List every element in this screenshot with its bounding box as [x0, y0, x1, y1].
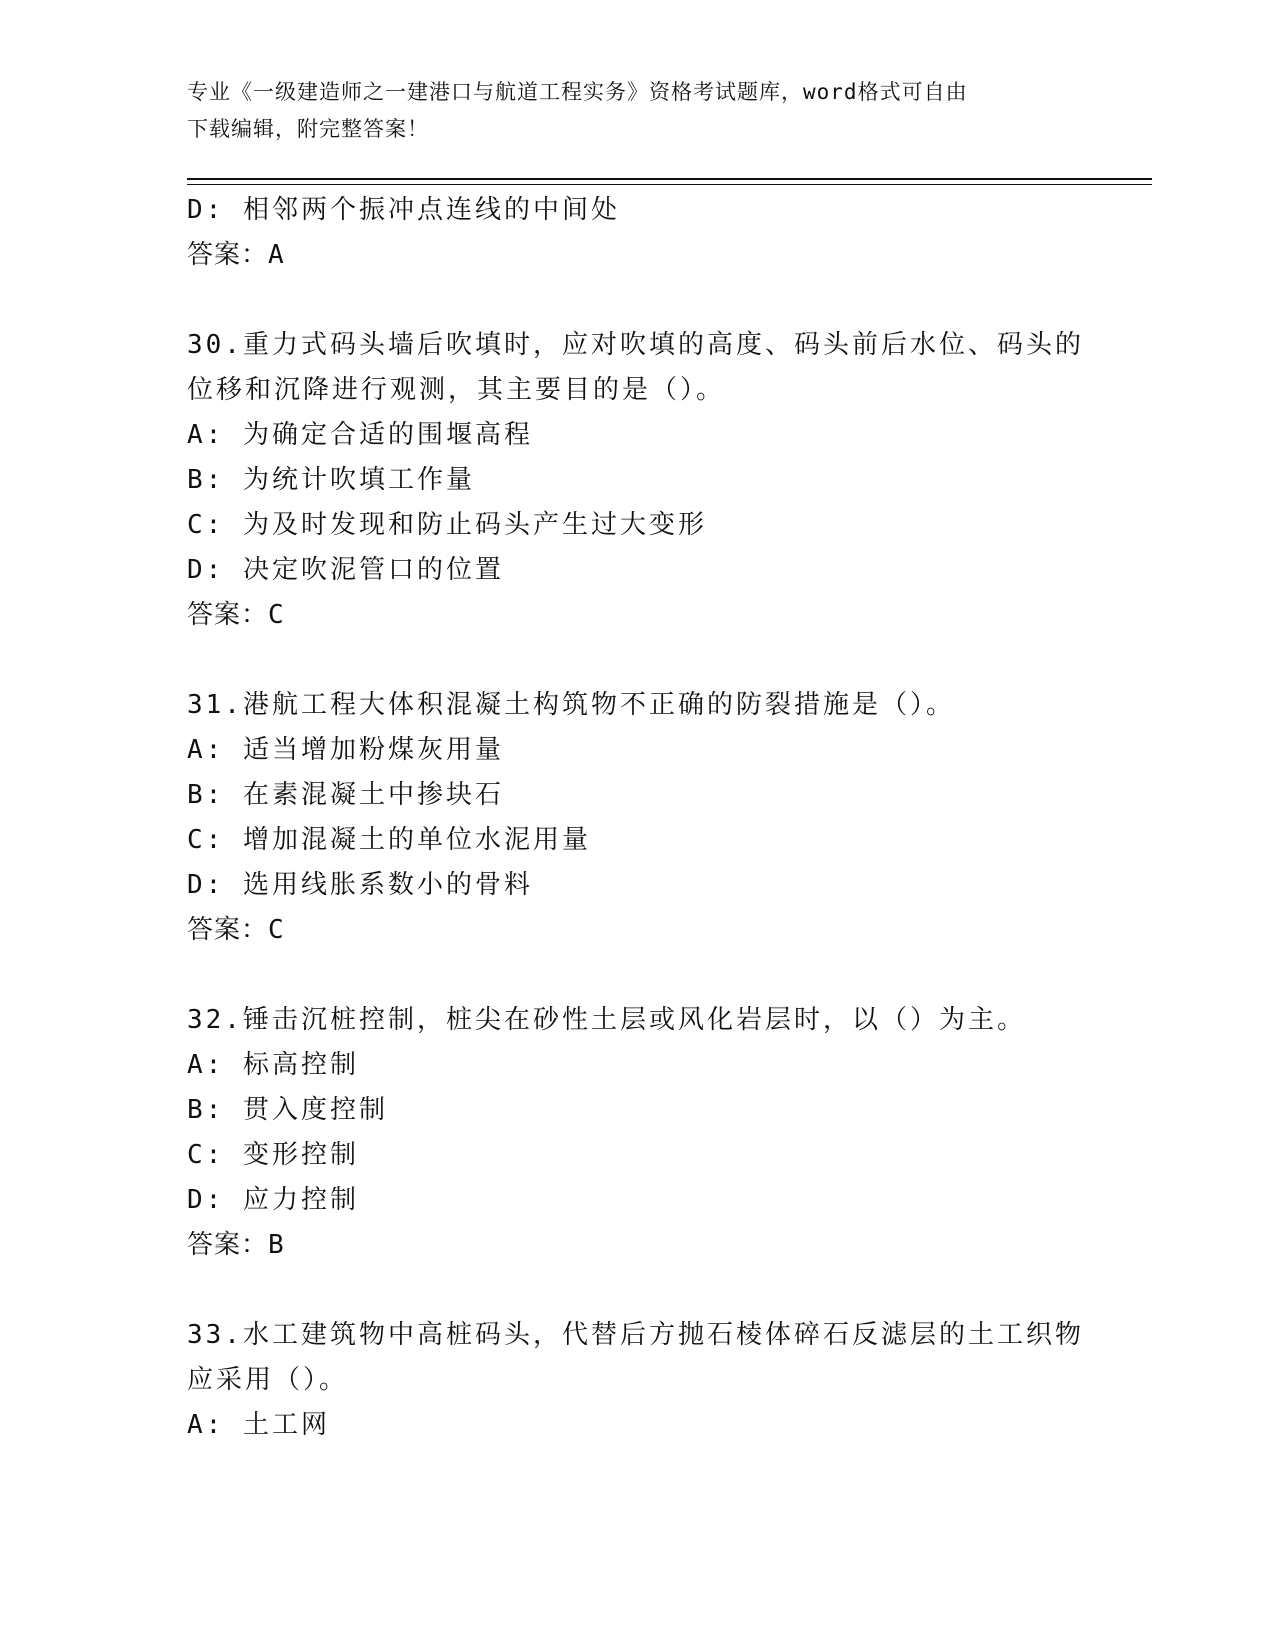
header-line-1: 专业《一级建造师之一建港口与航道工程实务》资格考试题库，word格式可自由 — [187, 80, 968, 104]
option-a: A: 为确定合适的围堰高程 — [187, 420, 533, 450]
option-c: C: 变形控制 — [187, 1140, 359, 1170]
option-a: A: 标高控制 — [187, 1050, 359, 1080]
question-30-stem: 30.重力式码头墙后吹填时，应对吹填的高度、码头前后水位、码头的 — [187, 330, 1084, 360]
option-b: B: 在素混凝土中掺块石 — [187, 780, 504, 810]
answer-line: 答案：C — [187, 915, 285, 945]
header-divider-thick — [187, 178, 1152, 180]
option-d: D: 应力控制 — [187, 1185, 359, 1215]
question-33-stem: 33.水工建筑物中高桩码头，代替后方抛石棱体碎石反滤层的土工织物 — [187, 1320, 1084, 1350]
option-a: A: 土工网 — [187, 1410, 330, 1440]
question-32-stem: 32.锤击沉桩控制，桩尖在砂性土层或风化岩层时，以（）为主。 — [187, 1005, 1026, 1035]
option-d: D: 决定吹泥管口的位置 — [187, 555, 504, 585]
option-b: B: 为统计吹填工作量 — [187, 465, 475, 495]
answer-line: 答案：B — [187, 1230, 285, 1260]
option-b: B: 贯入度控制 — [187, 1095, 388, 1125]
option-c: C: 为及时发现和防止码头产生过大变形 — [187, 510, 707, 540]
option-d: D: 选用线胀系数小的骨料 — [187, 870, 533, 900]
option-a: A: 适当增加粉煤灰用量 — [187, 735, 504, 765]
document-header — [187, 74, 1087, 148]
question-31-stem: 31.港航工程大体积混凝土构筑物不正确的防裂措施是（）。 — [187, 690, 955, 720]
question-30-stem-cont: 位移和沉降进行观测，其主要目的是（）。 — [187, 375, 726, 405]
option-d: D: 相邻两个振冲点连线的中间处 — [187, 195, 620, 225]
question-33-stem-cont: 应采用（）。 — [187, 1365, 349, 1395]
header-line-2: 下载编辑，附完整答案！ — [187, 117, 429, 141]
answer-line: 答案：A — [187, 240, 285, 270]
header-divider-thin — [187, 184, 1152, 185]
answer-line: 答案：C — [187, 600, 285, 630]
option-c: C: 增加混凝土的单位水泥用量 — [187, 825, 591, 855]
